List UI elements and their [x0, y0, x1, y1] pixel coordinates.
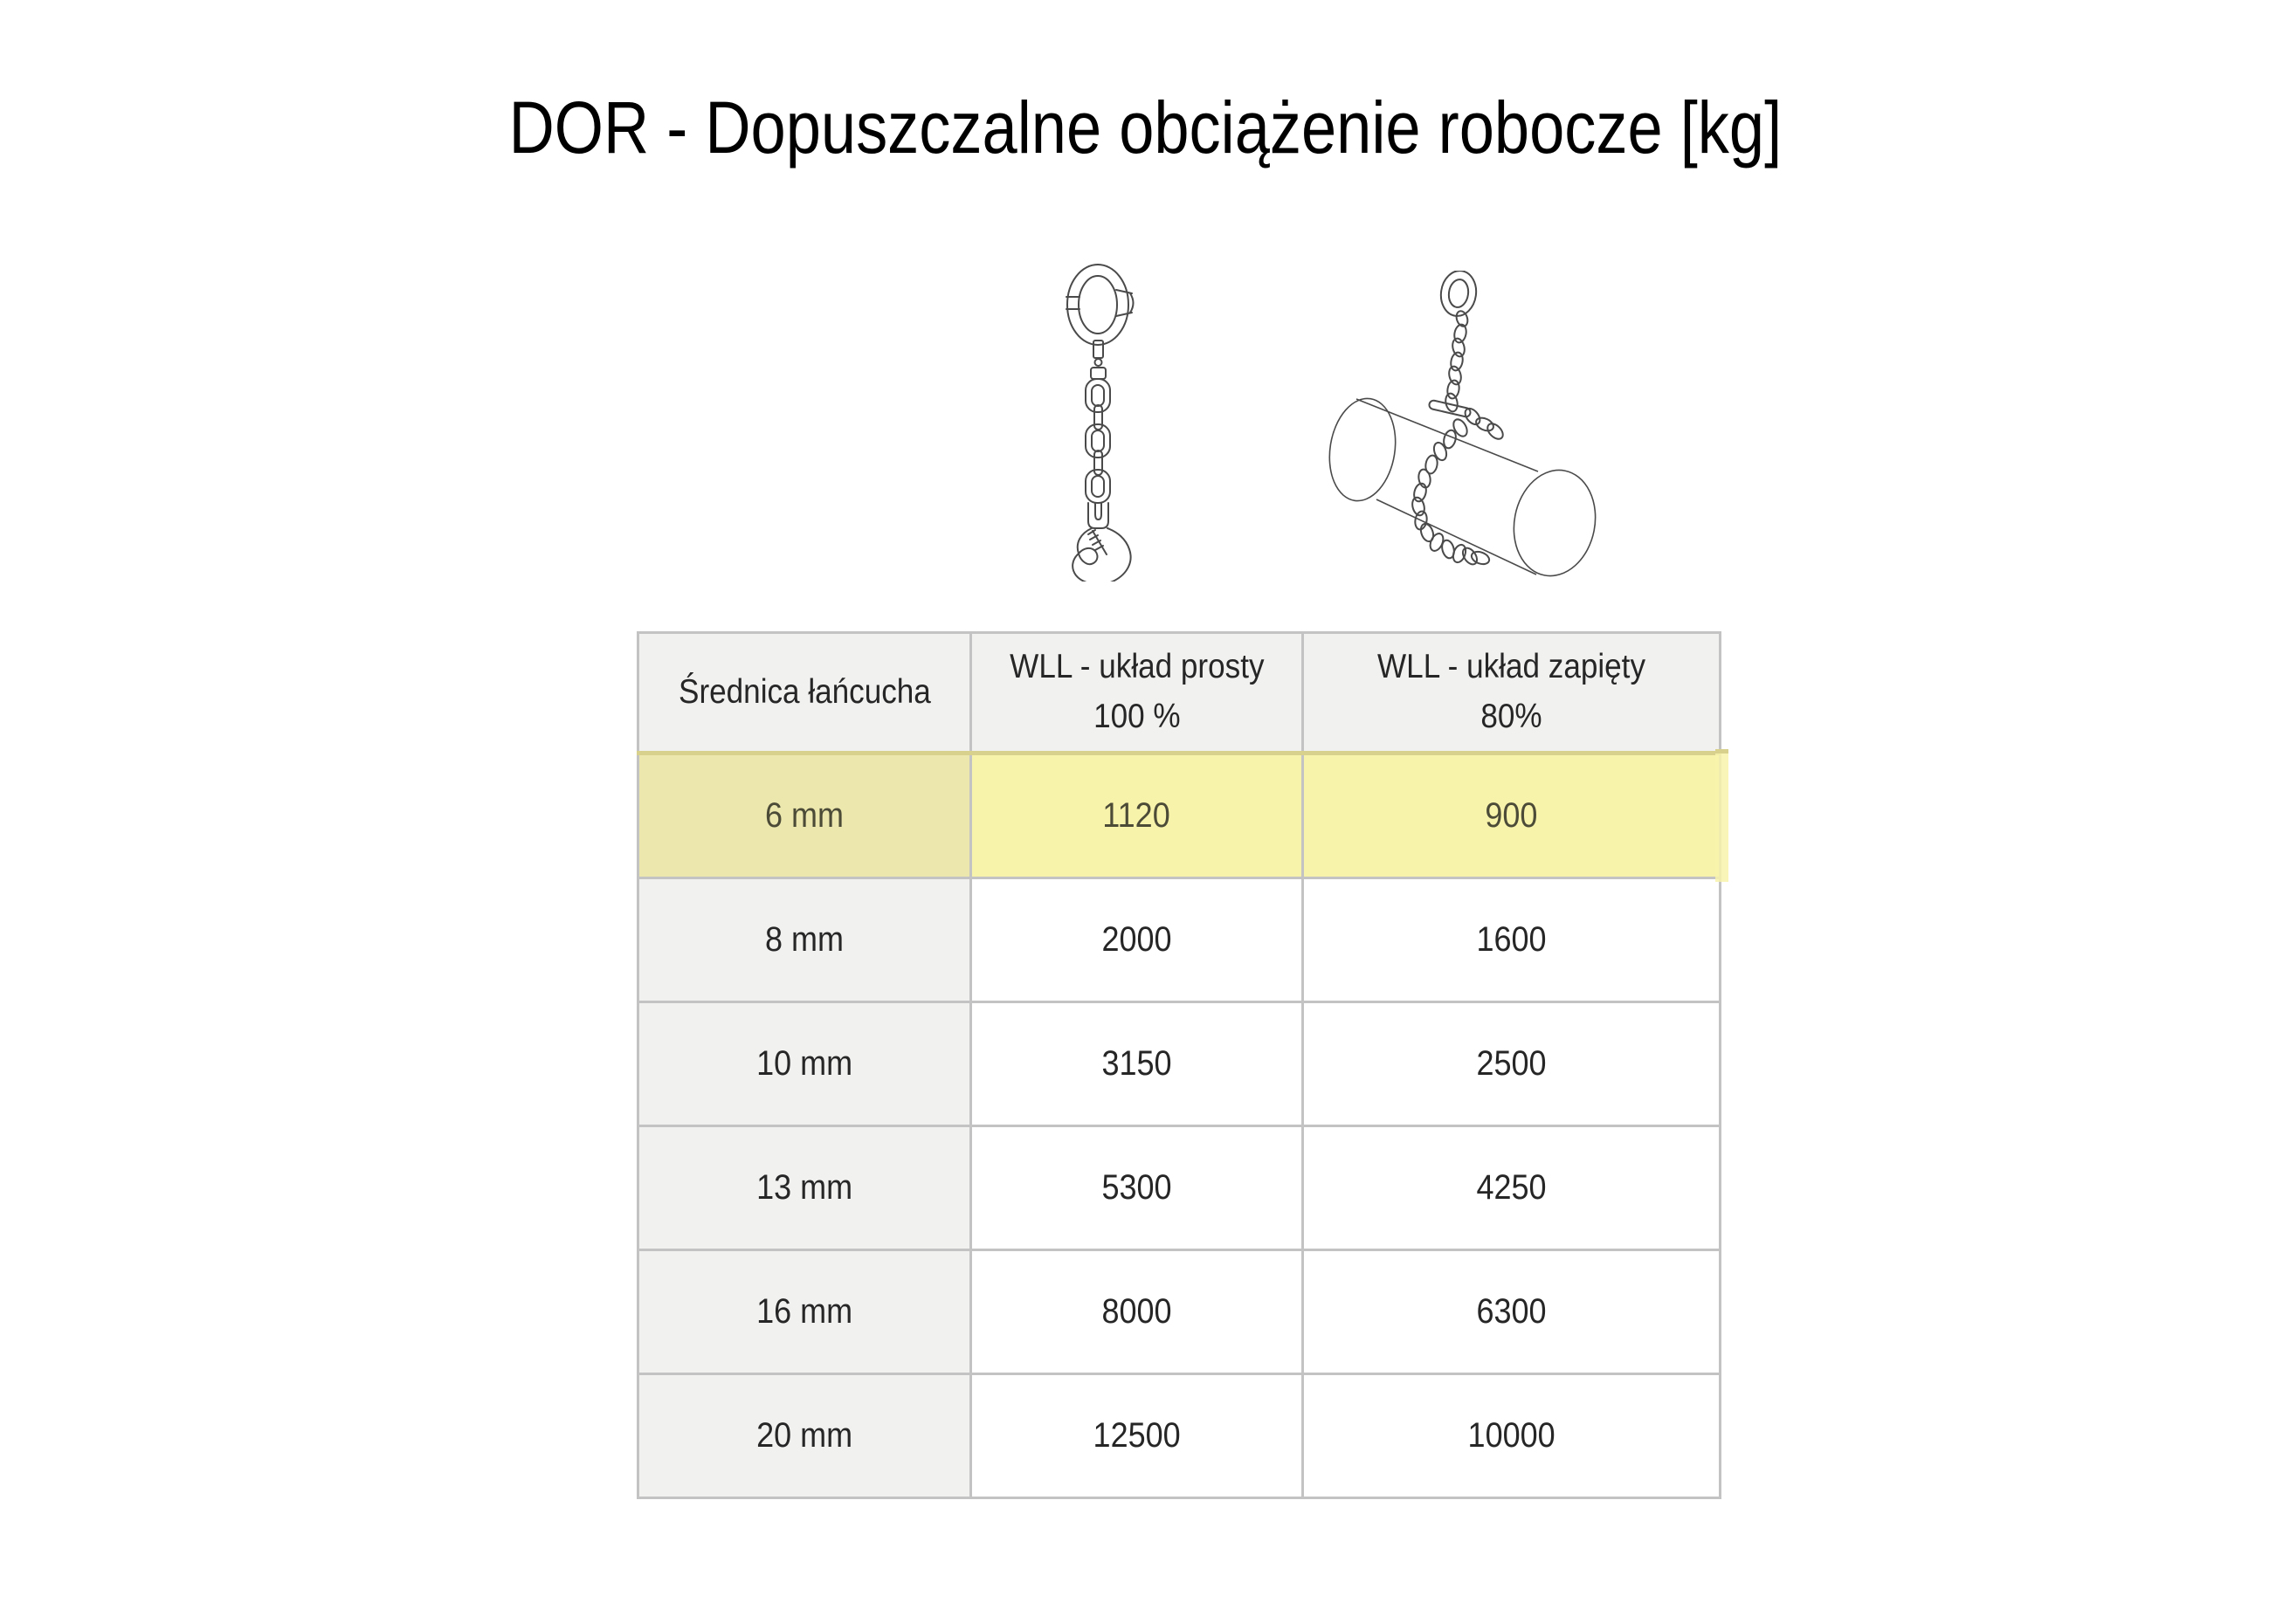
chain-wrap-icon: [1411, 417, 1491, 568]
table-row-8mm: [638, 878, 1721, 1002]
page-title: [0, 86, 2290, 170]
cell-diameter: 6 mm: [638, 754, 971, 878]
cell-diameter: 16 mm: [638, 1250, 971, 1374]
master-link-icon: [1438, 271, 1480, 327]
chain-links-icon: [1444, 323, 1467, 412]
header-label: WLL - układ zapięty 80%: [1377, 648, 1645, 735]
cell-diameter: 8 mm: [638, 878, 971, 1002]
table-row-16mm: [638, 1250, 1721, 1374]
cell-wll-choked: 4250: [1303, 1126, 1721, 1250]
cell-wll-straight: 5300: [971, 1126, 1303, 1250]
cell-wll-straight: 12500: [971, 1374, 1303, 1498]
cell-diameter: 20 mm: [638, 1374, 971, 1498]
page-title-text: DOR - Dopuszczalne obciążenie robocze [kg]: [508, 86, 1782, 169]
table-header-row: [638, 633, 1721, 754]
cell-wll-straight: 8000: [971, 1250, 1303, 1374]
choke-knot-icon: [1462, 406, 1506, 442]
cell-wll-straight: 1120: [971, 754, 1303, 878]
col-header-wll-straight: [971, 633, 1303, 754]
choked-sling-illustration: [1321, 271, 1609, 585]
cell-diameter: 10 mm: [638, 1002, 971, 1126]
table-row-20mm: [638, 1374, 1721, 1498]
chain-links-icon: [1086, 379, 1110, 503]
table-row-6mm-highlighted: [638, 754, 1721, 878]
header-label: WLL - układ prosty 100 %: [1009, 648, 1265, 735]
cell-diameter: 13 mm: [638, 1126, 971, 1250]
cell-wll-choked: 10000: [1303, 1374, 1721, 1498]
table-row-13mm: [638, 1126, 1721, 1250]
col-header-chain-diameter: [638, 633, 971, 754]
single-leg-sling-illustration: [1057, 260, 1155, 581]
sling-hook-icon: [1073, 503, 1130, 581]
wll-table: [637, 631, 1721, 1499]
table-row-10mm: [638, 1002, 1721, 1126]
highlight-row-overhang: [1715, 749, 1728, 882]
connector-icon: [1093, 341, 1103, 358]
cell-wll-choked: 6300: [1303, 1250, 1721, 1374]
cell-wll-straight: 2000: [971, 878, 1303, 1002]
cell-wll-choked: 2500: [1303, 1002, 1721, 1126]
cell-wll-straight: 3150: [971, 1002, 1303, 1126]
col-header-wll-choked: [1303, 633, 1721, 754]
header-label: Średnica łańcucha: [678, 672, 931, 711]
cell-wll-choked: 1600: [1303, 878, 1721, 1002]
cell-wll-choked: 900: [1303, 754, 1721, 878]
